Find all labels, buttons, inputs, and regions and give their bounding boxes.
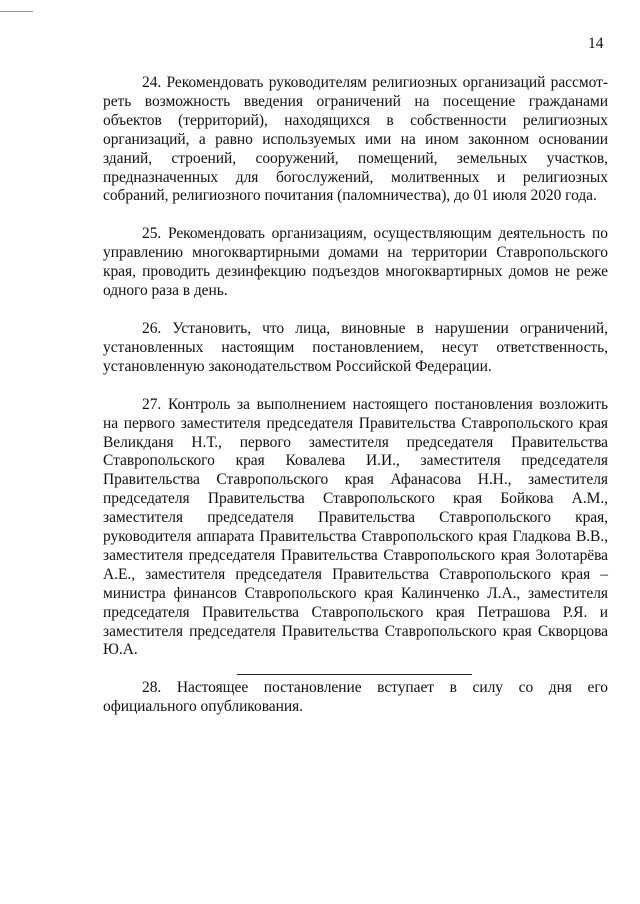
- paragraph-25: 25. Рекомендовать организациям, осуществляющим деятельность по управлению многоквартирными домами на территории Ставропольского края, проводить дезинфекцию подъездов многоквартирных домов не реже одного раза в день.: [103, 225, 608, 300]
- paragraph-24: 24. Рекомендовать руководителям религиозных организаций рассмотреть возможность введения ограничений на посещение гражданами объектов (территорий), находящихся в собственности религиозных организаций, а равно используемых ими на ином законном основании зданий, строений, сооружений, помещений, земельных участков, предназначенных для богослужений, молитвенных и религиозных собраний, религиозного почитания (паломничества), до 01 июля 2020 года.: [103, 74, 608, 205]
- scan-corner-mark: [0, 11, 33, 12]
- closing-rule: [237, 674, 472, 675]
- paragraph-26: 26. Установить, что лица, виновные в нарушении ограничений, установленных настоящим постановлением, несут ответственность, установленную законодательством Российской Федерации.: [103, 319, 608, 375]
- page-number: 14: [588, 35, 604, 52]
- paragraph-28: 28. Настоящее постановление вступает в силу со дня его официального опубликования.: [103, 679, 608, 716]
- paragraph-27: 27. Контроль за выполнением настоящего постановления возложить на первого заместителя председателя Правительства Ставропольского края Великданя Н.Т., первого заместителя председателя Правительства Ставропольского края Ковалева И.И., заместителя председателя Правительства Ставропольского края Афанасова Н.Н., заместителя председателя Правительства Ставропольского края Бойкова А.М., заместителя председателя Правительства Ставропольского края, руководителя аппарата Правительства Ставропольского края Гладкова В.В., заместителя председателя Правительства Ставропольского края Золотарёва А.Е., заместителя председателя Правительства Ставропольского края – министра финансов Ставропольского края Калинченко Л.А., заместителя председателя Правительства Ставропольского края Петрашова Р.Я. и заместителя председателя Правительства Ставропольского края Скворцова Ю.А.: [103, 395, 608, 659]
- document-body: [103, 74, 608, 736]
